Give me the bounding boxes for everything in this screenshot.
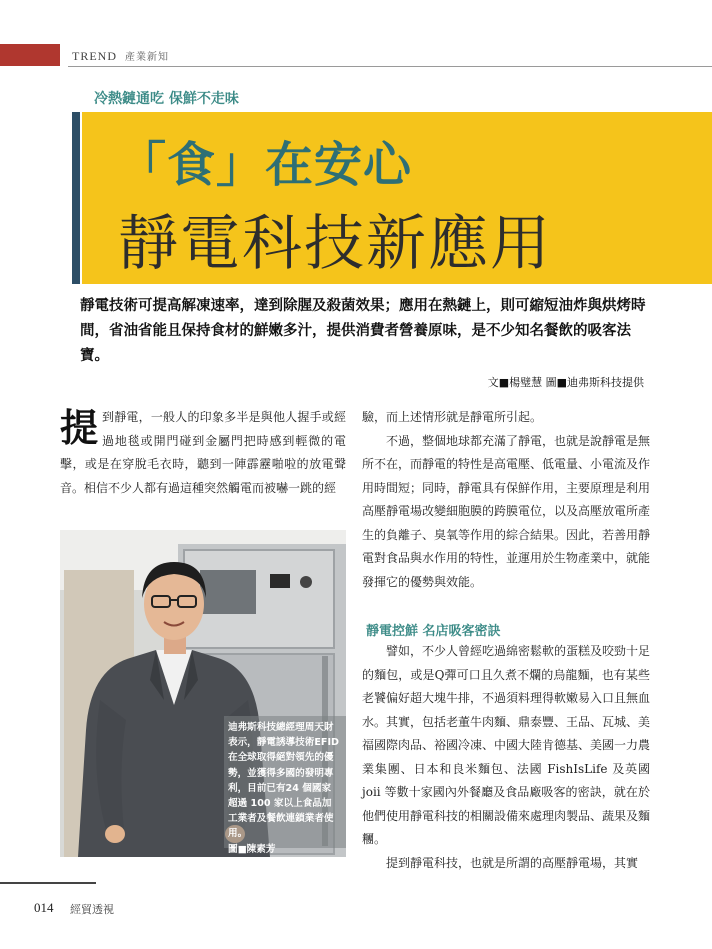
page-number: 014 xyxy=(34,900,54,915)
section-label-en: TREND xyxy=(72,49,117,63)
photo-caption xyxy=(228,720,340,857)
header-rule xyxy=(68,66,712,67)
magazine-name: 經貿透視 xyxy=(70,903,114,916)
corner-color-block xyxy=(0,44,60,66)
section-tag xyxy=(72,48,169,64)
drop-cap: 提 xyxy=(60,405,99,450)
photo-caption-text: 迪弗斯科技總經理周天財表示，靜電誘導技術EFID 在全球取得絕對領先的優勢，並獲得多國的發明專利，目前已有24 個國家超過 100 家以上食品加工業者及餐飲連鎖業者使用。 xyxy=(228,722,339,840)
kicker-headline: 冷熱鏈通吃 保鮮不走味 xyxy=(94,91,239,107)
body-column-right xyxy=(362,406,650,594)
byline-credit: 文■楊璧慧 圖■迪弗斯科技提供 xyxy=(487,376,644,389)
lead-paragraph: 靜電技術可提高解凍速率，達到除腥及殺菌效果；應用在熱鏈上，則可縮短油炸與烘烤時間，省油省能且保持食材的鮮嫩多汁，提供消費者營養原味，是不少知名餐飲的吸客法寶。 xyxy=(80,298,646,364)
body-paragraph-1: 到靜電，一般人的印象多半是與他人握手或經過地毯或開門碰到金屬門把時感到輕微的電擊，或是在穿脫毛衣時，聽到一陣霹靂啪啦的放電聲音。相信不少人都有過這種突然觸電而被嚇一跳的經 xyxy=(60,410,346,495)
body-paragraph-4: 提到靜電科技，也就是所謂的高壓靜電場，其實 xyxy=(386,855,639,870)
body-paragraph-3: 譬如，不少人曾經吃過綿密鬆軟的蛋糕及咬勁十足的麵包，或是Q彈可口且久煮不爛的烏龍麵，也有某些老饕偏好超大塊牛排，不過須料理得軟嫩易入口且無血水。其實，包括老董牛肉麵、鼎泰豐、王品、瓦城、美福國際肉品、裕國冷凍、中國大陸肯德基、美國一力農業集團、日本和良米麵包、法國 FishIsLife 及英國 joii 等數十家國內外餐廳及食品廠吸客的密訣，就在於他們使用靜電科技的相關設備來處理肉製品、蔬果及麵糰。 xyxy=(362,644,651,846)
title-line-1: 「食」在安心 xyxy=(118,137,413,193)
title-line-2: 靜電科技新應用 xyxy=(118,209,552,279)
title-accent-bar xyxy=(72,112,80,284)
body-column-right-lower xyxy=(362,640,650,875)
section-label-zh: 產業新知 xyxy=(125,52,169,63)
body-column-left xyxy=(60,406,346,500)
footer-rule xyxy=(0,882,96,884)
body-paragraph-2: 不過，整個地球都充滿了靜電，也就是說靜電是無所不在，而靜電的特性是高電壓、低電量、小電流及作用時間短；同時，靜電具有保鮮作用，主要原理是利用高壓靜電場改變細胞膜的跨膜電位，以及高壓放電所產生的負離子、臭氧等作用的綜合結果。因此，若善用靜電對食品與水作用的特性，並運用於生物產業中，就能發揮它的優勢與效能。 xyxy=(362,433,651,589)
body-paragraph-1-continued: 驗，而上述情形就是靜電所引起。 xyxy=(362,410,543,424)
photo-credit: 圖■陳素芳 xyxy=(228,843,276,855)
section-subheading: 靜電控鮮 名店吸客密訣 xyxy=(366,624,501,639)
